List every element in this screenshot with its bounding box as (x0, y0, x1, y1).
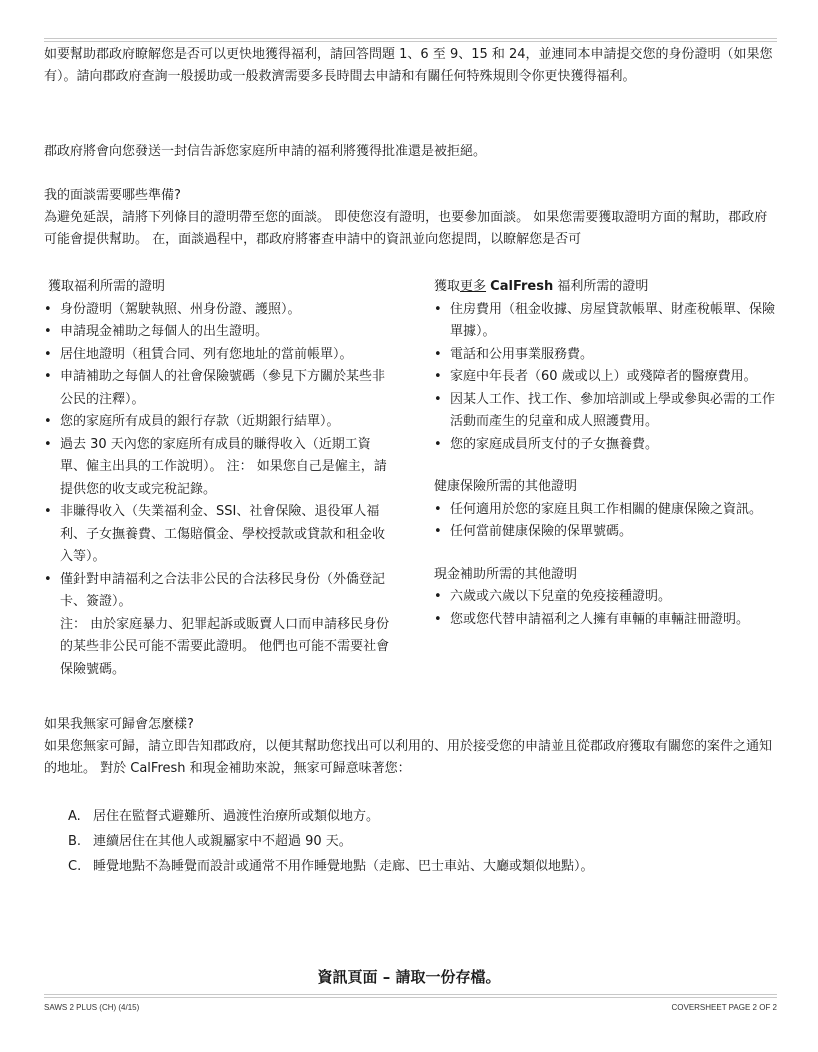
homeless-body: 如果您無家可歸，請立即告知郡政府，以便其幫助您找出可以利用的、用於接受您的申請並且從郡政府獲取有關您的案件之通知的地址。 對於 CalFresh 和現金補助來說，無家可歸意味著您： (44, 739, 773, 776)
top-rule (44, 38, 777, 42)
cash-proof-list (434, 586, 776, 631)
calfresh-heading-underlined: 更多 (460, 279, 487, 294)
health-insurance-heading: 健康保險所需的其他證明 (434, 479, 578, 494)
footer-rule (44, 994, 777, 998)
calfresh-heading-brand: CalFresh (490, 279, 554, 294)
list-item: • 因某人工作、找工作、參加培訓或上學或參與必需的工作活動而產生的兒童和成人照護費用。 (434, 389, 776, 434)
list-item: • 居住地證明（租賃合同、列有您地址的當前帳單）。 (44, 344, 396, 367)
interview-section (44, 185, 777, 251)
list-item: • 家庭中年長者（60 歲或以上）或殘障者的醫療費用。 (434, 366, 776, 389)
interview-heading: 我的面談需要哪些準備? (44, 188, 181, 203)
list-item: • 任何適用於您的家庭且與工作相關的健康保險之資訊。 (434, 499, 776, 522)
form-id: SAWS 2 PLUS (CH) (4/15) (44, 1003, 140, 1012)
left-column-heading: 獲取福利所需的證明 (48, 279, 166, 294)
list-item: • 任何當前健康保險的保單號碼。 (434, 521, 776, 544)
intro-paragraph-2: 郡政府將會向您發送一封信告訴您家庭所申請的福利將獲得批准還是被拒絕。 (44, 144, 487, 159)
benefit-proof-list (44, 299, 396, 614)
criteria-item-b: B. 連續居住在其他人或親屬家中不超過 90 天。 (68, 829, 768, 854)
list-item: • 住房費用（租金收據、房屋貸款帳單、財產稅帳單、保險單據）。 (434, 299, 776, 344)
homeless-criteria (68, 804, 768, 879)
right-column (434, 276, 776, 631)
calfresh-heading-suffix: 福利所需的證明 (557, 279, 649, 294)
homeless-section (44, 714, 777, 780)
list-item: • 您的家庭成員所支付的子女撫養費。 (434, 434, 776, 457)
health-proof-list (434, 499, 776, 544)
calfresh-heading (434, 276, 776, 299)
calfresh-proof-list (434, 299, 776, 457)
criteria-item-a: A. 居住在監督式避難所、過渡性治療所或類似地方。 (68, 804, 768, 829)
list-item: • 電話和公用事業服務費。 (434, 344, 776, 367)
list-item: • 申請補助之每個人的社會保險號碼（參見下方關於某些非公民的注釋）。 (44, 366, 396, 411)
left-column (44, 276, 396, 681)
intro-paragraph-1: 如要幫助郡政府瞭解您是否可以更快地獲得福利，請回答問題 1、6 至 9、15 和 24，並連同本申請提交您的身份證明（如果您有）。請向郡政府查詢一般援助或一般救濟需要多長時間去申請和有關任何特殊規則令你更快獲得福利。 (44, 47, 773, 84)
list-item: • 六歲或六歲以下兒童的免疫接種證明。 (434, 586, 776, 609)
list-item: • 申請現金補助之每個人的出生證明。 (44, 321, 396, 344)
list-item: • 過去 30 天內您的家庭所有成員的賺得收入（近期工資單、僱主出具的工作說明）。 注： 如果您自己是僱主，請提供您的收支或完稅記錄。 (44, 434, 396, 502)
cash-aid-heading: 現金補助所需的其他證明 (434, 566, 578, 582)
homeless-heading: 如果我無家可歸會怎麼樣? (44, 717, 194, 732)
footer-title: 資訊頁面 – 請取一份存檔。 (317, 968, 501, 986)
list-item: • 僅針對申請福利之合法非公民的合法移民身份（外僑登記卡、簽證）。 (44, 569, 396, 614)
list-item: • 身份證明（駕駛執照、州身份證、護照）。 (44, 299, 396, 322)
calfresh-heading-prefix: 獲取 (434, 279, 461, 294)
page-number: COVERSHEET PAGE 2 OF 2 (671, 1003, 777, 1012)
interview-body: 為避免延誤，請將下列條目的證明帶至您的面談。 即使您沒有證明，也要參加面談。 如果您需要獲取證明方面的幫助，郡政府可能會提供幫助。 在，面談過程中，郡政府將審查申請中的資訊並向您提問，以瞭解您是否可 (44, 210, 768, 247)
criteria-item-c: C. 睡覺地點不為睡覺而設計或通常不用作睡覺地點（走廊、巴士車站、大廳或類似地點）。 (68, 854, 768, 879)
immigration-note: 注： 由於家庭暴力、犯罪起訴或販賣人口而申請移民身份的某些非公民可能不需要此證明。 他們也可能不需要社會保險號碼。 (60, 616, 390, 677)
list-item: • 您或您代替申請福利之人擁有車輛的車輛註冊證明。 (434, 609, 776, 632)
list-item: • 您的家庭所有成員的銀行存款（近期銀行結單）。 (44, 411, 396, 434)
list-item: • 非賺得收入（失業福利金、SSI、社會保險、退役軍人福利、子女撫養費、工傷賠償金、學校授款或貸款和租金收入等）。 (44, 501, 396, 569)
